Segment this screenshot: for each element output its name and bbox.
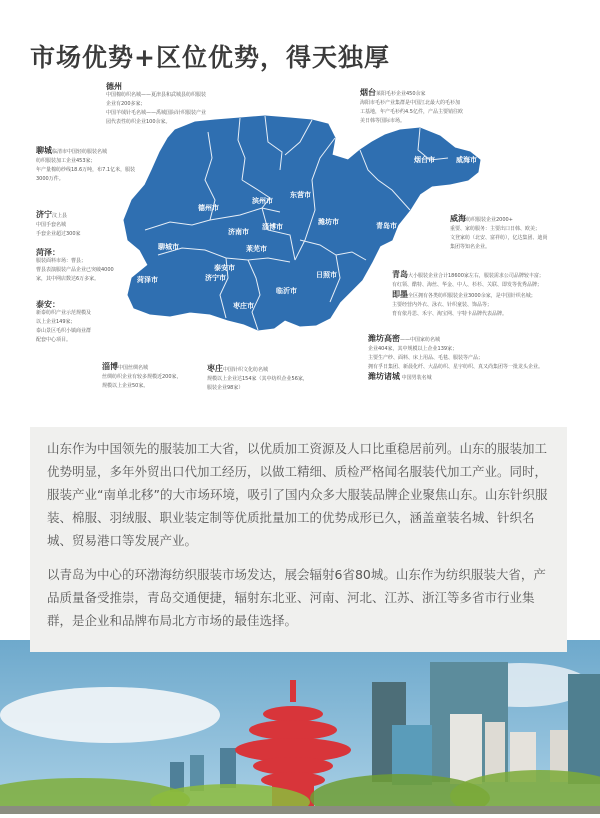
- city-label-weifang: 潍坊市: [318, 217, 339, 226]
- description-box: [30, 427, 567, 652]
- note-weihai: 威海纺织服装企业2000+ 重要、家纺服务：主要出口日韩、欧美； 文登家纺（北安、富祥纺），亿达集团、迪尚 集团等知名企业。: [450, 214, 548, 250]
- note-heze: 菏泽： 服装面料市场：曹县； 曹县表演服装产品企业已突破4000 家，其中网店数达6万多家。: [36, 248, 114, 282]
- city-label-zaozhuang: 枣庄市: [233, 301, 254, 310]
- city-label-zibo: 淄博市: [262, 222, 283, 231]
- city-label-heze: 菏泽市: [137, 275, 158, 284]
- note-weifang: 潍坊高密——中国家纺名城 企业404家，其中规模以上企业139家； 主要生产纱、面料、床上用品、毛毯、服装等产品； 拥有孚日集团、新晨化纤、大晶纺织、星宇纺织、真又尚集团等一批龙头企业。 潍坊诸城 中国男装名城: [368, 334, 544, 381]
- city-label-weihai: 威海市: [456, 155, 477, 164]
- city-label-laiwu: 莱芜市: [246, 244, 267, 253]
- page-title: 市场优势+区位优势，得天独厚: [30, 43, 390, 72]
- city-label-jining: 济宁市: [205, 273, 226, 282]
- city-label-taian: 泰安市: [214, 263, 235, 272]
- note-dezhou: 德州 中国棉纺织名城——夏津县和武城县纺织服装企业有200多家； 中国羊绒针毛名城——禹城国际针织服装产业园代表性纺织企业100余家。: [106, 82, 207, 125]
- city-label-yantai: 烟台市: [414, 155, 435, 164]
- description-paragraph-1: 山东作为中国领先的服装加工大省，以优质加工资源及人口比重稳居前列。山东的服装加工优势明显，多年外贸出口代加工经历，以做工精细、质检严格闻名服装代加工产业。同时，服装产业“南单北移”的大市场环境，吸引了国内众多大服装品牌企业聚焦山东。山东针织服装、棉服、羽绒服、职业装定制等优质批量加工的优势成形已久，涵盖童装名城、针织名城、贸易港口等发展产业。: [47, 441, 548, 548]
- city-label-jinan: 济南市: [228, 227, 249, 236]
- city-label-linyi: 临沂市: [276, 286, 297, 295]
- description-paragraph-2: 以青岛为中心的环渤海纺织服装市场发达，展会辐射6省80城。山东作为纺织服装大省，产品质量备受推崇，青岛交通便捷，辐射东北亚、河南、河北、江苏、浙江等多省市行业集群，是企业和品牌布局北方市场的最佳选择。: [47, 567, 546, 628]
- city-label-qingdao: 青岛市: [376, 221, 397, 230]
- skyline-image: [0, 640, 600, 814]
- qingdao-skyline-illustration: [0, 640, 600, 814]
- note-zibo: 淄博中国丝绸名城 丝绸纺织企业有较多规模近200家， 规模以上企业50家。: [102, 362, 182, 389]
- city-label-binzhou: 滨州市: [252, 196, 273, 205]
- note-jining: 济宁汶上县 中国手套名城 手套企业超过300家: [36, 210, 81, 237]
- note-zaozhuang: 枣庄中国针织文化纺名城 规模以上企业达154家（其中纺织企业56家， 服装企业98家）: [207, 364, 308, 391]
- note-liaocheng: 聊城临清市中国轻纺服装名城 纺织服装加工企业453家； 年产量棉纺纱线18.6万吨，布7.1亿米，服装 3000万件。: [36, 146, 136, 182]
- city-label-liaocheng: 聊城市: [158, 242, 179, 251]
- city-label-dezhou: 德州市: [198, 203, 219, 212]
- note-qingdao-jimo: 青岛大小服装企业合计18600家左右，服装需求公司品牌较丰富； 有红领、酷特、海丝、华金、中人、杉杉、关联、即发等优秀品牌； 即墨全区拥有各类纺织服装企业3000余家，是中国针织名城； 主要经营内外衣、泳衣、针织童装、饰品等； 育有依丹思、禾宇、淘宝网、宇特卡品牌代表品牌。: [392, 270, 544, 317]
- city-label-dongying: 东营市: [290, 190, 311, 199]
- shandong-map-section: [0, 80, 600, 410]
- note-yantai: 烟台莱阳毛衫企业450余家 海阳市毛衫产业集群是中国江北最大的毛衫加 工基地，年产毛衫约4.5亿件，产品主要销往欧 美日韩等国际市场。: [360, 88, 463, 124]
- city-label-rizhao: 日照市: [316, 270, 337, 279]
- note-taian: 泰安： 新泰纺织产业示范规模及 以上企业149家； 泰山景区毛织小镇商业群 配套中心项目。: [36, 300, 92, 343]
